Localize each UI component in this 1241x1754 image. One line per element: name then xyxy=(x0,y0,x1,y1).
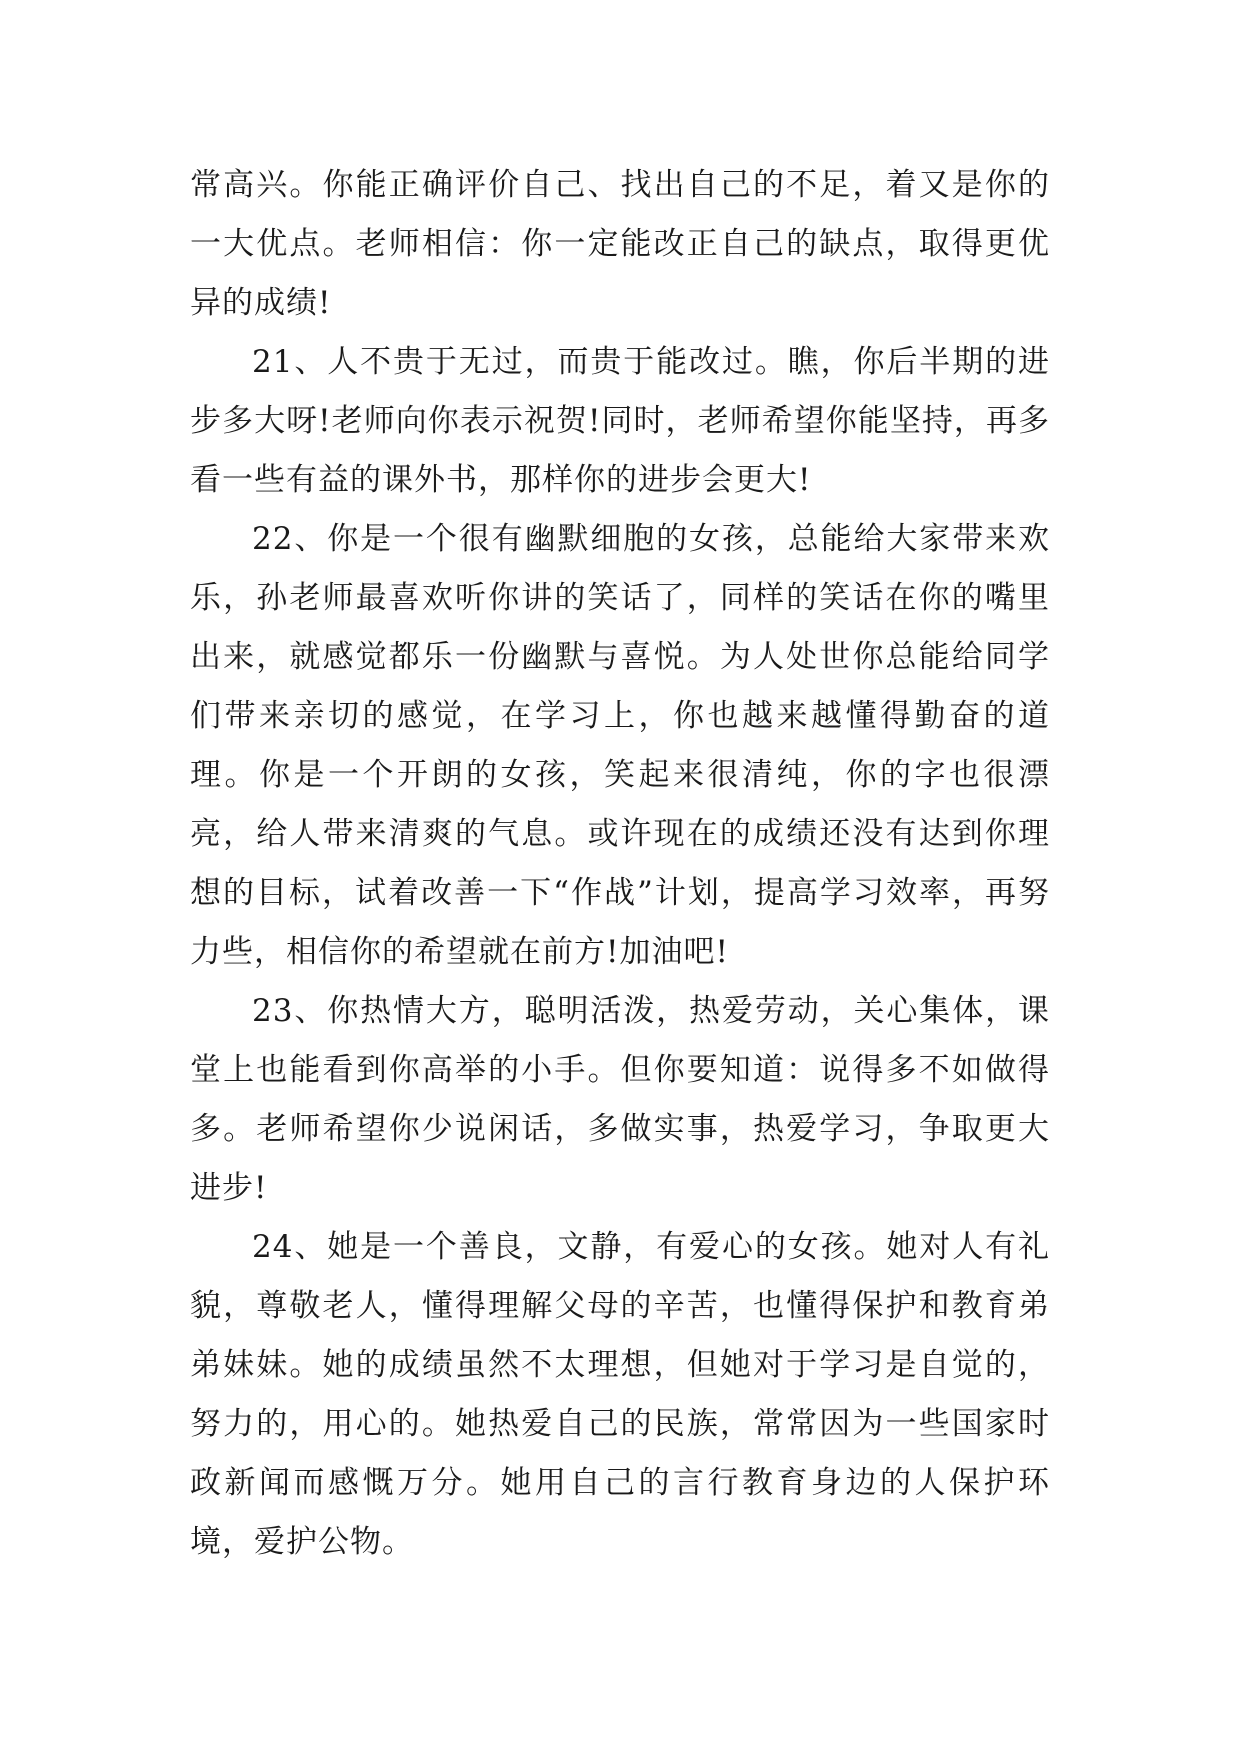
paragraph-22: 22、你是一个很有幽默细胞的女孩，总能给大家带来欢乐，孙老师最喜欢听你讲的笑话了，同样的笑话在你的嘴里出来，就感觉都乐一份幽默与喜悦。为人处世你总能给同学们带来亲切的感觉，在学习上，你也越来越懂得勤奋的道理。你是一个开朗的女孩，笑起来很清纯，你的字也很漂亮，给人带来清爽的气息。或许现在的成绩还没有达到你理想的目标，试着改善一下“作战”计划，提高学习效率，再努力些，相信你的希望就在前方!加油吧! xyxy=(190,521,1050,970)
document-body xyxy=(190,156,1050,1572)
paragraph-24: 24、她是一个善良，文静，有爱心的女孩。她对人有礼貌，尊敬老人，懂得理解父母的辛苦，也懂得保护和教育弟弟妹妹。她的成绩虽然不太理想，但她对于学习是自觉的，努力的，用心的。她热爱自己的民族，常常因为一些国家时政新闻而感慨万分。她用自己的言行教育身边的人保护环境，爱护公物。 xyxy=(190,1229,1050,1560)
paragraph-21: 21、人不贵于无过，而贵于能改过。瞧，你后半期的进步多大呀!老师向你表示祝贺!同时，老师希望你能坚持，再多看一些有益的课外书，那样你的进步会更大! xyxy=(190,344,1050,498)
paragraph-23: 23、你热情大方，聪明活泼，热爱劳动，关心集体，课堂上也能看到你高举的小手。但你要知道：说得多不如做得多。老师希望你少说闲话，多做实事，热爱学习，争取更大进步! xyxy=(190,993,1050,1206)
paragraph-continuation: 常高兴。你能正确评价自己、找出自己的不足，着又是你的一大优点。老师相信：你一定能改正自己的缺点，取得更优异的成绩! xyxy=(190,167,1050,321)
